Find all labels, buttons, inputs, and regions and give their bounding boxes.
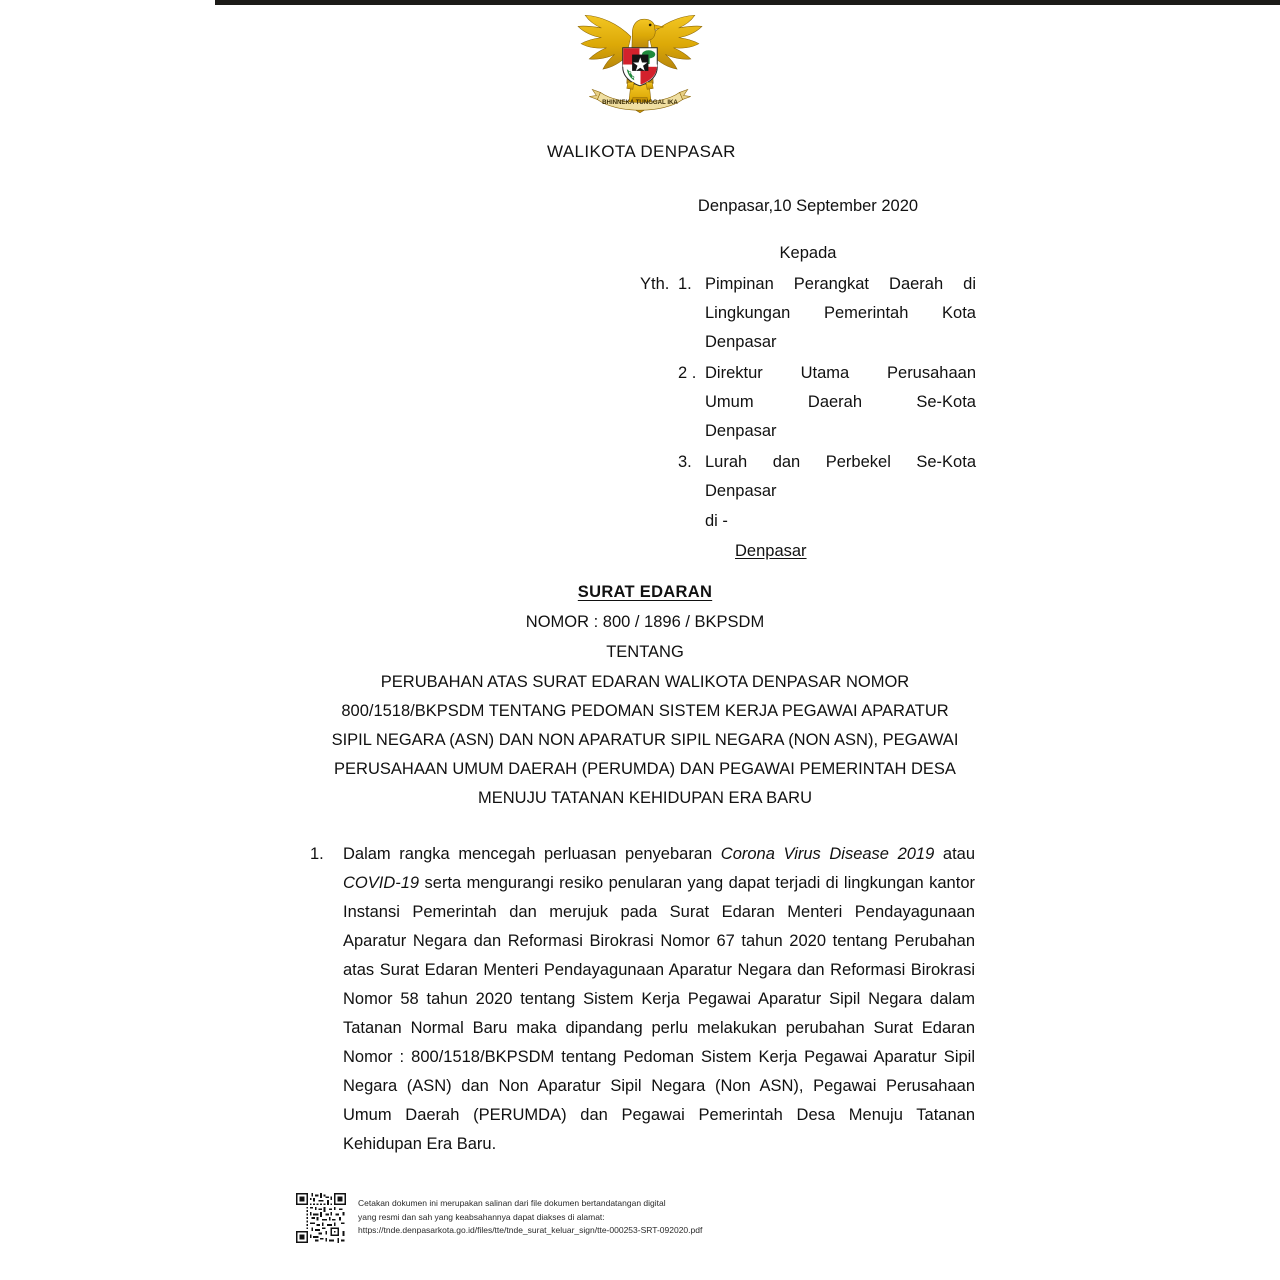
- recipient-line: Umum Daerah Se-Kota: [705, 393, 976, 411]
- subject-line: MENUJU TATANAN KEHIDUPAN ERA BARU: [477, 789, 813, 807]
- plain-text: atau: [934, 845, 976, 863]
- recipient-line: Lurah dan Perbekel Se-Kota: [705, 453, 976, 471]
- footer-text-block: [358, 1193, 702, 1238]
- document-number: NOMOR : 800 / 1896 / BKPSDM: [525, 613, 765, 631]
- digital-signature-footer: [296, 1193, 702, 1243]
- qr-code: [296, 1193, 346, 1243]
- subject-line: PERUSAHAAN UMUM DAERAH (PERUMDA) DAN PEGAWAI PEMERINTAH DESA: [334, 760, 956, 778]
- recipient-prefix: Yth.: [640, 275, 670, 293]
- emphasis-text: COVID-19: [343, 874, 420, 892]
- recipient-item: [640, 270, 976, 357]
- garuda-pancasila-emblem: [574, 8, 706, 120]
- letterhead-title: WALIKOTA DENPASAR: [547, 142, 736, 161]
- subject-line: PERUBAHAN ATAS SURAT EDARAN WALIKOTA DENPASAR NOMOR: [380, 673, 910, 691]
- emblem-container: [0, 8, 1280, 120]
- footer-line-url[interactable]: https://tnde.denpasarkota.go.id/files/tte/tnde_surat_keluar_sign/tte-000253-SRT-092020.pdf: [358, 1225, 703, 1235]
- recipient-number: 1.: [678, 275, 692, 293]
- recipient-lines: [705, 359, 976, 446]
- paragraph-number: 1.: [310, 845, 324, 863]
- recipient-item: [640, 359, 976, 446]
- document-type: SURAT EDARAN: [577, 583, 713, 601]
- place-date: Denpasar,10 September 2020: [697, 197, 919, 215]
- document-subject: [290, 668, 1000, 813]
- footer-line-2: yang resmi dan sah yang keabsahannya dapat diakses di alamat:: [358, 1211, 605, 1222]
- recipient-line: Denpasar: [705, 422, 777, 440]
- document-body: [310, 840, 975, 1159]
- recipient-line: Pimpinan Perangkat Daerah di: [705, 275, 976, 293]
- subject-line: SIPIL NEGARA (ASN) DAN NON APARATUR SIPIL NEGARA (NON ASN), PEGAWAI: [331, 731, 959, 749]
- subject-line: 800/1518/BKPSDM TENTANG PEDOMAN SISTEM KERJA PEGAWAI APARATUR: [341, 702, 949, 720]
- address-block: [640, 192, 976, 566]
- plain-text: serta mengurangi resiko penularan yang dapat terjadi di lingkungan kantor Instansi Pemerintah dan merujuk pada Surat Edaran Menteri Pendayagunaan Aparatur Negara dan Reformasi Birokrasi Nomor 67 tahun 2020 tentang Perubahan atas Surat Edaran Menteri Pendayagunaan Aparatur Negara dan Reformasi Birokrasi Nomor 58 tahun 2020 tentang Sistem Kerja Pegawai Aparatur Sipil Negara dalam Tatanan Normal Baru maka dipandang perlu melakukan perubahan Surat Edaran Nomor : 800/1518/BKPSDM tentang Pedoman Sistem Kerja Pegawai Aparatur Sipil Negara (ASN) dan Non Aparatur Sipil Negara (Non ASN), Pegawai Perusahaan Umum Daerah (PERUMDA) dan Pegawai Pemerintah Desa Menuju Tatanan Kehidupan Era Baru.: [343, 874, 975, 1153]
- emphasis-text: Corona Virus Disease 2019: [720, 845, 935, 863]
- recipient-lines: [705, 448, 976, 506]
- recipient-line: Direktur Utama Perusahaan: [705, 364, 976, 382]
- title-block: [290, 578, 1000, 813]
- recipient-line: Denpasar: [705, 482, 777, 500]
- document-about-label: TENTANG: [606, 643, 684, 661]
- recipient-line: Lingkungan Pemerintah Kota: [705, 304, 976, 322]
- recipient-number: 3.: [678, 453, 692, 471]
- recipient-lines: [705, 270, 976, 357]
- paragraph-text: [343, 840, 975, 1159]
- plain-text: Dalam rangka mencegah perluasan penyebaran: [343, 845, 721, 863]
- address-at-city-text: Denpasar: [735, 542, 807, 560]
- address-at-label: di -: [705, 512, 728, 530]
- footer-line-1: Cetakan dokumen ini merupakan salinan dari file dokumen bertandatangan digital: [358, 1198, 666, 1208]
- address-at-city: [640, 537, 976, 566]
- recipient-item: [640, 448, 976, 506]
- recipient-prefix-spacer: [640, 448, 678, 506]
- recipient-heading: Kepada: [779, 244, 837, 262]
- recipient-number: 2 .: [678, 364, 697, 382]
- body-paragraph: [310, 840, 975, 1159]
- recipient-prefix-spacer: [640, 359, 678, 446]
- svg-text:BHINNEKA TUNGGAL IKA: BHINNEKA TUNGGAL IKA: [602, 99, 678, 107]
- scan-top-bar: [215, 0, 1280, 5]
- recipient-line: Denpasar: [705, 333, 777, 351]
